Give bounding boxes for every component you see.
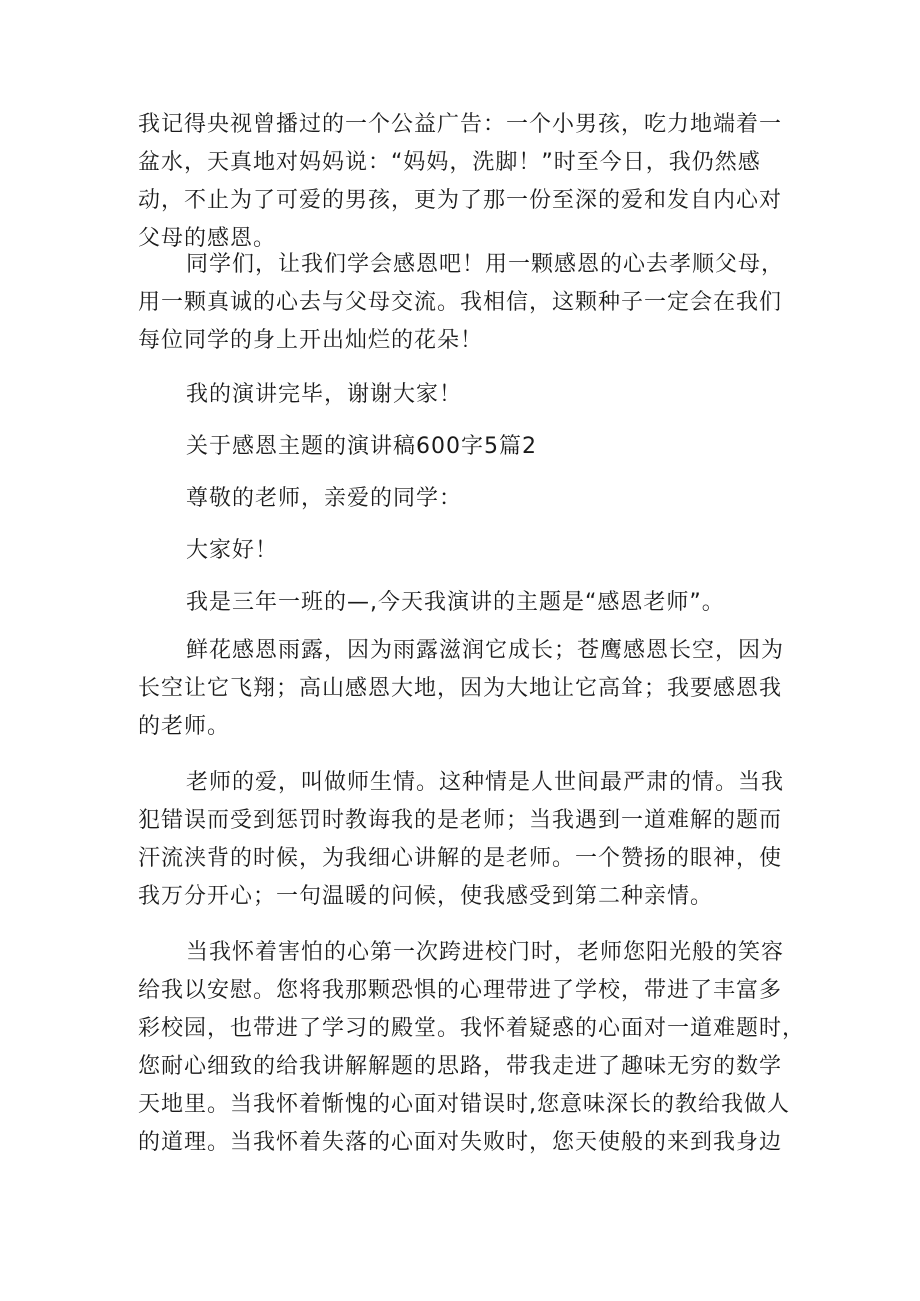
text-line: 当我怀着害怕的心第一次跨进校门时，老师您阳光般的笑容 xyxy=(186,940,785,965)
greeting-hello: 大家好！ xyxy=(186,538,279,563)
text-line: 我万分开心；一句温暖的问候，使我感受到第二种亲情。 xyxy=(138,884,714,909)
text-line: 鲜花感恩雨露，因为雨露滋润它成长；苍鹰感恩长空，因为 xyxy=(186,638,785,663)
paragraph-learn-gratitude xyxy=(138,246,798,360)
section-heading: 关于感恩主题的演讲稿600字5篇2 xyxy=(186,434,537,459)
text-line: 我记得央视曾播过的一个公益广告：一个小男孩，吃力地端着一 xyxy=(138,112,783,137)
paragraph-public-ad xyxy=(138,106,798,258)
text-line: 长空让它飞翔；高山感恩大地，因为大地让它高耸；我要感恩我 xyxy=(138,676,783,701)
text-line: 每位同学的身上开出灿烂的花朵！ xyxy=(138,328,484,353)
text-line: 盆水，天真地对妈妈说：“妈妈，洗脚！”时至今日，我仍然感 xyxy=(138,150,761,175)
text-line: 用一颗真诚的心去与父母交流。我相信，这颗种子一定会在我们 xyxy=(138,290,783,315)
text-line: 父母的感恩。 xyxy=(138,226,277,251)
text-line: 汗流浃背的时候，为我细心讲解的是老师。一个赞扬的眼神，使 xyxy=(138,846,783,871)
paragraph-gratitude-nature xyxy=(138,632,798,746)
text-line: 的道理。当我怀着失落的心面对失败时，您天使般的来到我身边 xyxy=(138,1130,783,1155)
text-line: 您耐心细致的给我讲解解题的思路，带我走进了趣味无穷的数学 xyxy=(138,1054,783,1079)
paragraph-first-day-school xyxy=(138,934,806,1162)
paragraph-teacher-love xyxy=(138,764,798,916)
text-line: 的老师。 xyxy=(138,714,231,739)
text-line: 天地里。当我怀着惭愧的心面对错误时,您意味深长的教给我做人 xyxy=(138,1092,790,1117)
greeting-salutation: 尊敬的老师，亲爱的同学： xyxy=(186,486,463,511)
text-line: 犯错误而受到惩罚时教诲我的是老师；当我遇到一道难解的题而 xyxy=(138,808,783,833)
speech-topic-line: 我是三年一班的—,今天我演讲的主题是“感恩老师”。 xyxy=(186,590,725,615)
text-line: 老师的爱，叫做师生情。这种情是人世间最严肃的情。当我 xyxy=(186,770,785,795)
text-line: 彩校园，也带进了学习的殿堂。我怀着疑惑的心面对一道难题时， xyxy=(138,1016,806,1041)
text-line: 同学们，让我们学会感恩吧！用一颗感恩的心去孝顺父母， xyxy=(186,252,785,277)
text-line: 动，不止为了可爱的男孩，更为了那一份至深的爱和发自内心对 xyxy=(138,188,783,213)
speech-end-line: 我的演讲完毕，谢谢大家！ xyxy=(186,382,463,407)
text-line: 给我以安慰。您将我那颗恐惧的心理带进了学校，带进了丰富多 xyxy=(138,978,783,1003)
